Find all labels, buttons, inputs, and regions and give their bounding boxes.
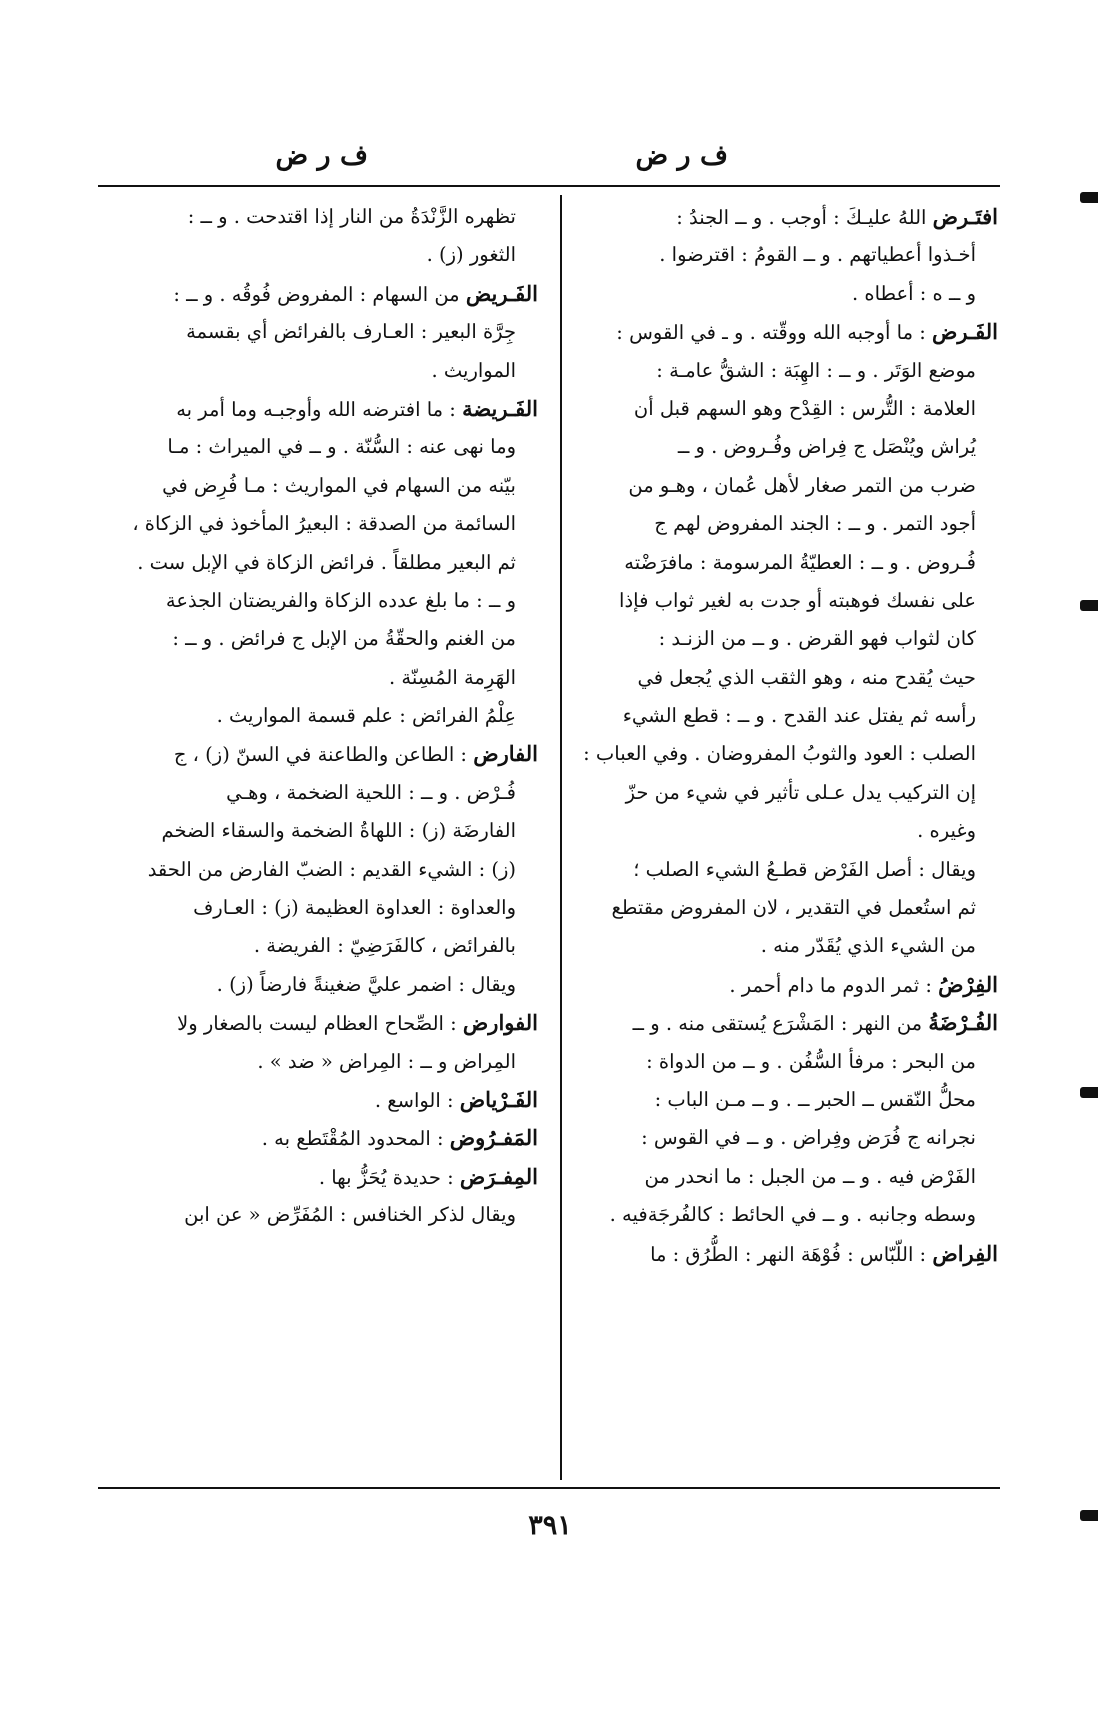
text-line	[93, 620, 538, 658]
definition-text: : الصِّحاح العظام ليست بالصغار ولا	[177, 1012, 463, 1036]
text-line	[93, 697, 538, 735]
definition-text: بالفرائض ، كالفَرَضِيّ : الفريضة .	[253, 934, 516, 958]
definition-text: وما نهى عنه : السُّنّة . و ــ في الميراث : مـا	[167, 435, 516, 459]
definition-text: إن التركيب يدل عـلى تأثير في شيء من حزّ	[625, 780, 976, 804]
headword: الفَـريض	[465, 280, 538, 306]
text-line	[93, 966, 538, 1004]
text-line	[553, 236, 998, 274]
headword: الفَـرض	[932, 319, 998, 345]
text-line	[93, 390, 538, 428]
definition-text: رأسه ثم يفتل عند القدح . و ــ : قطع الشيء	[622, 704, 976, 728]
definition-text: : حديدة يُحَزُّ بها .	[318, 1165, 460, 1189]
definition-text: من الشيء الذي يُقَدّر منه .	[760, 934, 976, 958]
definition-text: حيث يُقدح منه ، وهو الثقب الذي يُجعل في	[637, 665, 976, 689]
text-line	[93, 735, 538, 773]
text-line	[93, 1081, 538, 1119]
bottom-rule	[98, 1487, 1000, 1489]
definition-text: المواريث .	[431, 358, 516, 382]
text-line	[553, 313, 998, 351]
headword: الفِرْضُ	[938, 971, 998, 997]
top-rule	[98, 185, 1000, 187]
text-line	[93, 1196, 538, 1234]
text-line	[553, 812, 998, 850]
definition-text: ثم البعير مطلقاً . فرائض الزكاة في الإبل ست .	[137, 550, 516, 574]
definition-text: : الطاعن والطاعنة في السنّ (ز) ، ج	[173, 743, 474, 767]
text-line	[553, 390, 998, 428]
right-column	[553, 198, 998, 1273]
headword: المَفـرُوض	[449, 1125, 538, 1151]
definition-text: الصلب : العود والثوبُ المفروضان . وفي العباب :	[583, 742, 976, 766]
page-number: ٣٩١	[528, 1510, 572, 1541]
headword: الفِراض	[932, 1240, 998, 1266]
definition-text: من السهام : المفروض فُوقُه . و ــ :	[173, 282, 466, 306]
edge-mark	[1080, 1087, 1098, 1098]
definition-text: يُراش ويُنْصَل ج فِراض وفُـروض . و ــ	[677, 435, 976, 459]
text-line	[553, 1081, 998, 1119]
definition-text: أخـذوا أعطياتهم . و ــ القومُ : اقترضوا .	[659, 243, 976, 267]
text-line	[93, 428, 538, 466]
definition-text: المِراض و ــ : المِراض « ضد » .	[257, 1049, 516, 1073]
edge-mark	[1080, 1510, 1098, 1521]
definition-text: تظهره الزَّنْدَةُ من النار إذا اقتدحت . و ــ :	[187, 205, 516, 228]
definition-text: ويقال : اضمر عليَّ ضغينةً فارضاً (ز) .	[216, 972, 516, 996]
text-line	[553, 697, 998, 735]
text-line	[553, 620, 998, 658]
text-line	[93, 505, 538, 543]
text-line	[93, 774, 538, 812]
definition-text: ويقال لذكر الخنافس : المُفَرِّض « عن ابن	[184, 1203, 516, 1227]
text-line	[93, 659, 538, 697]
definition-text: موضع الوَتَر . و ــ : الهِبَة : الشقُّ عامـة :	[656, 358, 976, 382]
text-line	[553, 1235, 998, 1273]
text-line	[93, 236, 538, 274]
headword: الفَـرْياض	[459, 1086, 538, 1112]
headword: المِفـرَض	[459, 1163, 538, 1189]
definition-text: الفَرْض فيه . و ــ من الجبل : ما انحدر من	[644, 1164, 976, 1188]
text-line	[553, 505, 998, 543]
definition-text: وسطه وجانبه . و ــ في الحائط : كالفُرجَةفيه .	[609, 1203, 976, 1227]
definition-text: على نفسك فوهبته أو جدت به لغير ثواب فإذا	[619, 588, 976, 612]
definition-text: : ثمر الدوم ما دام أحمر .	[729, 973, 939, 997]
definition-text: : ما أوجبه الله ووقّته . و ـ في القوس :	[616, 321, 933, 345]
text-line	[553, 851, 998, 889]
text-line	[93, 889, 538, 927]
text-line	[93, 1158, 538, 1196]
definition-text: : اللّبّاس : فُوْهَة النهر : الطُّرُق : ما	[650, 1242, 933, 1266]
definition-text: فُـروض . و ــ : العطيّةُ المرسومة : مافرَضْته	[624, 550, 976, 574]
definition-text: العلامة : التُّرس : القِدْح وهو السهم قبل أن	[633, 396, 976, 420]
edge-mark	[1080, 600, 1098, 611]
header-right: ف ر ض	[635, 140, 728, 171]
definition-text: الثغور (ز) .	[426, 243, 516, 267]
text-line	[93, 467, 538, 505]
text-line	[93, 275, 538, 313]
text-line	[553, 1119, 998, 1157]
definition-text: بيّنه من السهام في المواريث : مـا فُرِض في	[162, 473, 516, 497]
text-line	[93, 582, 538, 620]
headword: الفَـريضة	[462, 395, 538, 421]
text-line	[93, 927, 538, 965]
text-line	[553, 1196, 998, 1234]
text-line	[553, 428, 998, 466]
text-line	[93, 352, 538, 390]
definition-text: ضرب من التمر صغار لأهل عُمان ، وهـو من	[628, 473, 976, 497]
definition-text: من البحر : مرفأ السُّفُن . و ــ من الدواة :	[646, 1049, 976, 1073]
text-line	[93, 198, 538, 236]
definition-text: الفارضَة (ز) : اللهاةُ الضخمة والسقاء الضخم	[161, 819, 516, 843]
text-line	[553, 659, 998, 697]
definition-text: فُـرْض . و ــ : اللحية الضخمة ، وهـي	[226, 780, 516, 804]
header-left: ف ر ض	[275, 140, 368, 171]
definition-text: نجرانه ج فُرَض وفِراض . و ــ في القوس :	[641, 1126, 976, 1150]
definition-text: (ز) : الشيء القديم : الضبّ الفارض من الحقد	[147, 857, 516, 881]
text-line	[553, 198, 998, 236]
definition-text: : ما افترضه الله وأوجبـه وما أمر به	[176, 397, 463, 421]
text-line	[553, 544, 998, 582]
headword: الفارض	[473, 741, 538, 767]
text-line	[553, 774, 998, 812]
text-line	[553, 735, 998, 773]
text-line	[93, 812, 538, 850]
definition-text: والعداوة : العداوة العظيمة (ز) : العـارف	[193, 896, 516, 920]
text-line	[93, 544, 538, 582]
definition-text: عِلْمُ الفرائض : علم قسمة المواريث .	[216, 704, 516, 728]
definition-text: : المحدود المُقْتَطع به .	[261, 1127, 450, 1151]
text-line	[93, 1119, 538, 1157]
text-line	[553, 927, 998, 965]
text-line	[553, 966, 998, 1004]
text-line	[553, 275, 998, 313]
definition-text: السائمة من الصدقة : البعيرُ المأخوذ في الزكاة ،	[132, 512, 516, 536]
definition-text: وغيره .	[917, 819, 976, 843]
definition-text: محلُّ النّقس ــ الحبر ــ . و ــ مـن الباب :	[654, 1087, 976, 1111]
headword: الفُـرْضَةُ	[928, 1010, 998, 1036]
definition-text: و ــ ه : أعطاه .	[851, 281, 976, 305]
definition-text: كان لثواب فهو القرض . و ــ من الزنـد :	[658, 627, 976, 651]
definition-text: و ــ : ما بلغ عدده الزكاة والفريضتان الجذعة	[165, 588, 516, 612]
text-line	[553, 1004, 998, 1042]
text-line	[553, 1158, 998, 1196]
edge-mark	[1080, 192, 1098, 203]
headword: افتَـرض	[932, 204, 998, 229]
text-line	[93, 1043, 538, 1081]
text-line	[93, 313, 538, 351]
text-line	[553, 352, 998, 390]
text-line	[553, 1043, 998, 1081]
definition-text: ويقال : أصل الفَرْض قطـعُ الشيء الصلب ؛	[633, 857, 976, 881]
definition-text: أجود التمر . و ــ : الجند المفروض لهم ج	[654, 512, 976, 536]
text-line	[553, 582, 998, 620]
definition-text: جِرَّة البعير : العـارف بالفرائض أي بقسمة	[186, 320, 516, 344]
definition-text: اللهُ عليـكَ : أوجب . و ــ الجندُ :	[676, 206, 933, 229]
text-line	[553, 889, 998, 927]
definition-text: : الواسع .	[374, 1088, 460, 1112]
text-line	[93, 851, 538, 889]
headword: الفوارض	[462, 1010, 538, 1036]
definition-text: الهَرِمة المُسِنّة .	[389, 665, 516, 689]
left-column	[93, 198, 538, 1235]
text-line	[553, 467, 998, 505]
definition-text: ثم استُعمل في التقدير ، لان المفروض مقتطع	[611, 896, 976, 920]
text-line	[93, 1004, 538, 1042]
definition-text: من النهر : المَشْرَع يُستقى منه . و ــ	[632, 1012, 929, 1036]
definition-text: من الغنم والحقّةُ من الإبل ج فرائض . و ــ :	[172, 627, 516, 651]
